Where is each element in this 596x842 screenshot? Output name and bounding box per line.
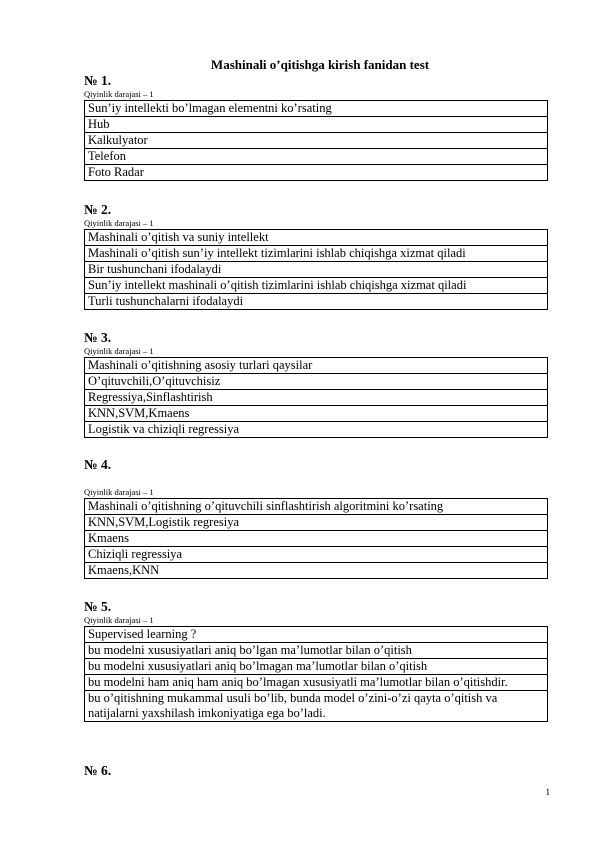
- table-row: [85, 406, 548, 422]
- question-text: Sun’iy intellekti bo’lmagan elementni ko’rsating: [85, 101, 548, 117]
- answer-option: Hub: [85, 117, 548, 133]
- answer-option: Mashinali o’qitish sun’iy intellekt tizimlarini ishlab chiqishga xizmat qiladi: [85, 246, 548, 262]
- difficulty-level: Qiyinlik darajasi – 1: [84, 89, 154, 99]
- answer-option: bu o’qitishning mukammal usuli bo’lib, bunda model o’zini-o’zi qayta o’qitish va natijalarni yaxshilash imkoniyatiga ega bo’ladi.: [85, 691, 548, 722]
- table-row: [85, 246, 548, 262]
- difficulty-level: Qiyinlik darajasi – 1: [84, 615, 154, 625]
- page-title: Mashinali o’qitishga kirish fanidan test: [210, 57, 430, 72]
- table-row: [85, 278, 548, 294]
- table-row: [85, 499, 548, 515]
- table-row: [85, 547, 548, 563]
- question-number: № 4.: [84, 457, 112, 472]
- page-number: 1: [545, 787, 550, 797]
- table-row: [85, 133, 548, 149]
- table-row: [85, 643, 548, 659]
- table-row: [85, 675, 548, 691]
- question-text: Mashinali o’qitishning asosiy turlari qaysilar: [85, 358, 548, 374]
- question-2: [84, 202, 548, 310]
- question-table: [84, 100, 548, 181]
- question-text: Supervised learning ?: [85, 627, 548, 643]
- answer-option: bu modelni ham aniq ham aniq bo’lmagan xususiyatli ma’lumotlar bilan o’qitishdir.: [85, 675, 548, 691]
- question-5: [84, 599, 548, 722]
- answer-option: Sun’iy intellekt mashinali o’qitish tizimlarini ishlab chiqishga xizmat qiladi: [85, 278, 548, 294]
- question-4: [84, 457, 548, 579]
- table-row: [85, 691, 548, 722]
- table-row: [85, 149, 548, 165]
- question-number: № 1.: [84, 73, 112, 88]
- answer-option: Turli tushunchalarni ifodalaydi: [85, 294, 548, 310]
- table-row: [85, 117, 548, 133]
- answer-option: KNN,SVM,Kmaens: [85, 406, 548, 422]
- question-table: [84, 498, 548, 579]
- table-row: [85, 165, 548, 181]
- question-number: № 6.: [84, 763, 112, 778]
- table-row: [85, 262, 548, 278]
- difficulty-level: Qiyinlik darajasi – 1: [84, 346, 154, 356]
- question-number: № 2.: [84, 202, 112, 217]
- answer-option: Kalkulyator: [85, 133, 548, 149]
- answer-option: Telefon: [85, 149, 548, 165]
- question-3: [84, 330, 548, 438]
- table-row: [85, 563, 548, 579]
- table-row: [85, 515, 548, 531]
- difficulty-level: Qiyinlik darajasi – 1: [84, 218, 154, 228]
- table-row: [85, 659, 548, 675]
- question-table: [84, 229, 548, 310]
- table-row: [85, 358, 548, 374]
- answer-option: bu modelni xususiyatlari aniq bo’lgan ma’lumotlar bilan o’qitish: [85, 643, 548, 659]
- question-number: № 3.: [84, 330, 112, 345]
- table-row: [85, 101, 548, 117]
- answer-option: Foto Radar: [85, 165, 548, 181]
- table-row: [85, 422, 548, 438]
- table-row: [85, 531, 548, 547]
- answer-option: KNN,SVM,Logistik regresiya: [85, 515, 548, 531]
- question-text: Mashinali o’qitishning o’qituvchili sinflashtirish algoritmini ko’rsating: [85, 499, 548, 515]
- answer-option: Logistik va chiziqli regressiya: [85, 422, 548, 438]
- answer-option: O’qituvchili,O’qituvchisiz: [85, 374, 548, 390]
- question-table: [84, 626, 548, 722]
- question-6: [84, 763, 548, 778]
- answer-option: Bir tushunchani ifodalaydi: [85, 262, 548, 278]
- question-text: Mashinali o’qitish va suniy intellekt: [85, 230, 548, 246]
- answer-option: bu modelni xususiyatlari aniq bo’lmagan ma’lumotlar bilan o’qitish: [85, 659, 548, 675]
- table-row: [85, 230, 548, 246]
- table-row: [85, 390, 548, 406]
- answer-option: Kmaens,KNN: [85, 563, 548, 579]
- answer-option: Kmaens: [85, 531, 548, 547]
- table-row: [85, 627, 548, 643]
- table-row: [85, 294, 548, 310]
- difficulty-level: Qiyinlik darajasi – 1: [84, 487, 154, 497]
- question-table: [84, 357, 548, 438]
- answer-option: Chiziqli regressiya: [85, 547, 548, 563]
- answer-option: Regressiya,Sinflashtirish: [85, 390, 548, 406]
- question-number: № 5.: [84, 599, 112, 614]
- table-row: [85, 374, 548, 390]
- question-1: [84, 73, 548, 181]
